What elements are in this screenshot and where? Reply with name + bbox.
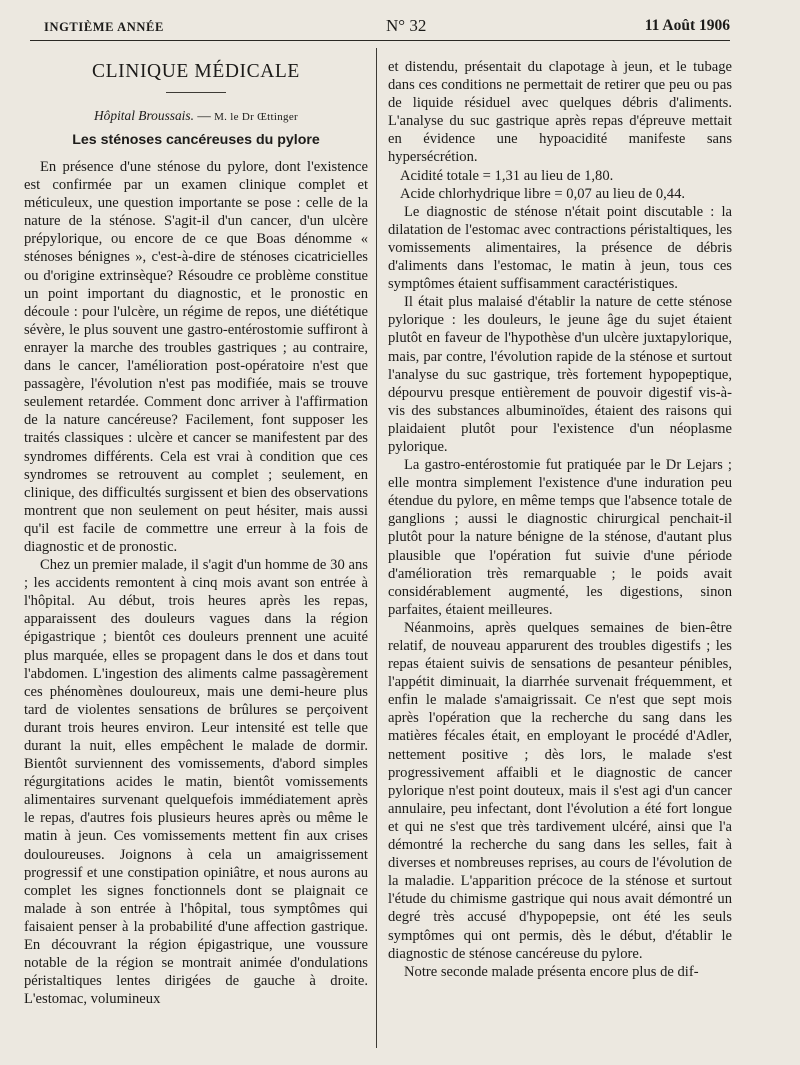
column-divider (376, 48, 377, 1048)
paragraph: Néanmoins, après quelques semaines de bien-être relatif, de nouveau apparurent des troubles digestifs ; les repas étaient suivis de sensations de pesanteur pénibles, l'appétit diminuait, la diarrhée survenait fréquemment, et enfin le malade s'amaigrissait. Ce n'est que sept mois après l'opération que la recherche du sang dans les matières fécales était, en employant le procédé d'Adler, nettement positive ; dès lors, le malade s'est progressivement affaibli et le diagnostic de cancer pylorique n'est point douteux, mais il s'est agi d'un cancer annulaire, peu infectant, dont l'évolution a été fort longue et qui ne s'est que très tardivement ulcéré, ainsi que l'a démontré la recherche du sang dans les selles, fait à diverses et nombreuses reprises, au cours de l'évolution de la maladie. L'apparition précoce de la sténose et surtout l'étude du chimisme gastrique qui nous avait démontré un degré très accusé d'hypopepsie, ont été les seuls symptômes qui ont permis, dès le début, d'établir le diagnostic de sténose cancéreuse du pylore. (388, 619, 732, 962)
acidity-total-line: Acidité totale = 1,31 au lieu de 1,80. (400, 167, 614, 184)
title-rule (166, 92, 226, 93)
right-column (388, 58, 732, 981)
paragraph-continuation: et distendu, présentait du clapotage à jeun, et le tubage dans ces conditions ne permettait de retirer que peu ou pas de liquide résiduel avec quelques débris d'aliments. L'analyse du suc gastrique après repas d'épreuve mettait en évidence une hypoacidité manifeste sans hypersécrétion. (388, 59, 732, 166)
byline (24, 107, 368, 126)
paragraph: Le diagnostic de sténose n'était point discutable : la dilatation de l'estomac avec contractions péristaltiques, les vomissements alimentaires, la présence de débris d'aliments dans l'estomac, le matin à jeun, tous ces symptômes étaient suffisamment caractéristiques. (388, 203, 732, 293)
hcl-line: Acide chlorhydrique libre = 0,07 au lieu de 0,44. (400, 185, 686, 202)
paragraph: Chez un premier malade, il s'agit d'un homme de 30 ans ; les accidents remontent à cinq mois avant son entrée à l'hôpital. Au début, trois heures après les repas, apparaissent des douleurs vagues dans la région épigastrique ; bientôt ces douleurs prennent une acuité plus marquée, elles se propagent dans le dos et dans tout l'abdomen. L'ingestion des aliments calme passagèrement ces phénomènes douloureux, mais une demi-heure plus tard de violentes sensations de brûlures se perçoivent durant trois heures environ. Leur intensité est telle que durant la nuit, elles empêchent le malade de dormir. Bientôt surviennent des vomissements, d'abord simples régurgitations acides le matin, bientôt vomissements alimentaires survenant quelquefois immédiatement après le repas, d'autres fois plusieurs heures après ou même le matin à jeun. Ces vomissements mettent fin aux crises douloureuses. Joignons à cela un amaigrissement progressif et une constipation opiniâtre, et nous aurons au complet les signes fonctionnels dont se plaignait ce malade à son entrée à l'hôpital, tous symptômes qui faisaient penser à la probabilité d'une affection gastrique. En découvrant la région épigastrique, une voussure notable de la région se montrait animée d'ondulations péristaltiques lentes dirigées de gauche à droite. L'estomac, volumineux (24, 557, 368, 1008)
paragraph: Notre seconde malade présenta encore plus de dif- (404, 963, 699, 980)
issue-number: N° 32 (386, 16, 427, 35)
paragraph: La gastro-entérostomie fut pratiquée par le Dr Lejars ; elle montra simplement l'existence d'une induration peu étendue du pylore, en même temps que l'absence totale de ganglions ; aussi le diagnostic chirurgical penchait-il plutôt pour la nature bénigne de la sténose, d'autant plus plausible que l'opération fut suivie d'une période d'amélioration très remarquable ; le poids avait considérablement augmenté, les digestions, sinon parfaites, étaient meilleures. (388, 457, 732, 618)
paragraph: En présence d'une sténose du pylore, dont l'existence est confirmée par un examen clinique complet et méticuleux, une question importante se pose : celle de la nature de la sténose. S'agit-il d'un cancer, d'un ulcère prépylorique, ou encore de ce que Boas dénomme « sténoses bénignes », c'est-à-dire de sténoses cicatricielles ou d'origine extrinsèque? Résoudre ce problème constitue un point important du diagnostic, et le pronostic en découle : pour l'ulcère, un régime de repos, une diététique sévère, le plus souvent une gastro-entérostomie suffiront à enrayer la marche des troubles gastriques ; au contraire, dans le cancer, l'amélioration post-opératoire n'est que passagère, l'évolution n'est pas modifiée, mais se trouve seulement retardée. Comment donc arriver à l'affirmation de la nature cancéreuse? Facilement, font supposer les traités classiques : ulcère et cancer se manifestent par des syndromes différents. Cela est vrai à condition que ces syndromes se retrouvent au complet ; seulement, en clinique, des difficultés surgissent et bien des observations montrent que non seulement on peut hésiter, mais aussi qu'il est facile de commettre une erreur à la fois de diagnostic et de pronostic. (24, 159, 368, 555)
article-title: Les sténoses cancéreuses du pylore (72, 132, 320, 148)
byline-dash: — (193, 108, 215, 123)
left-column (24, 56, 368, 1008)
section-title: CLINIQUE MÉDICALE (92, 61, 300, 82)
volume-label: INGTIÈME ANNÉE (44, 20, 164, 34)
paragraph: Il était plus malaisé d'établir la nature de cette sténose pylorique : les douleurs, le jeune âge du sujet étaient plutôt en faveur de l'hypothèse d'un ulcère juxtapylorique, mais, par contre, l'évolution rapide de la sténose et surtout l'analyse du suc gastrique, très fortement hypopeptique, dépourvu presque entièrement de pouvoir digestif vis-à-vis des substances albuminoïdes, étaient des raisons qui plaidaient plutôt pour l'existence d'un néoplasme pylorique. (388, 294, 732, 455)
issue-date: 11 Août 1906 (644, 17, 730, 34)
author-name: M. le Dr Œttinger (214, 111, 298, 123)
running-header (30, 14, 730, 41)
hospital-name: Hôpital Broussais. (94, 108, 194, 123)
